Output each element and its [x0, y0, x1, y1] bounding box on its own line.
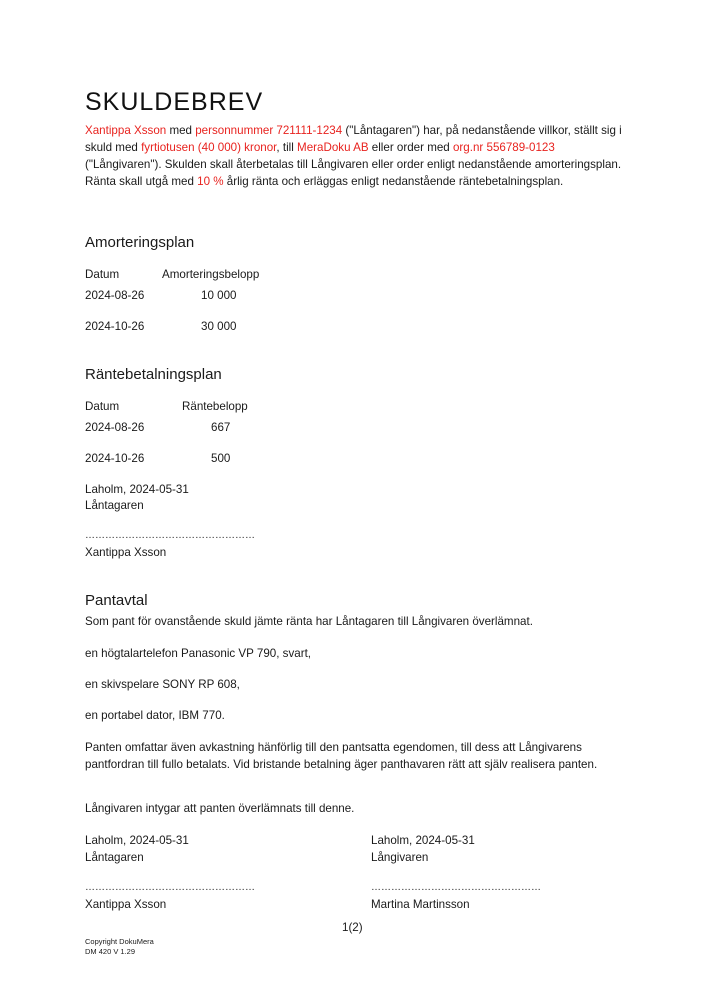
signature-left-line: …………………………………………… — [85, 882, 255, 893]
pledge-paragraph: Panten omfattar även avkastning hänförlig till den pantsatta egendomen, till dess att Långivarens pantfordran till fullo betalats. Vid bristande betalning äger panthavaren rätt att själv realisera panten. — [85, 741, 598, 771]
page-number: 1(2) — [342, 921, 363, 934]
footer — [85, 937, 154, 957]
amortization-col-date: Datum — [85, 268, 120, 281]
signature-right-line: …………………………………………… — [371, 882, 541, 893]
signature-left-name: Xantippa Xsson — [85, 898, 167, 911]
signature-line: …………………………………………… — [85, 530, 255, 541]
interest-col-amount: Räntebelopp — [182, 400, 248, 413]
signature-name: Xantippa Xsson — [85, 546, 167, 559]
amortization-heading: Amorteringsplan — [85, 234, 195, 251]
intro-text: , till — [276, 141, 298, 154]
pledge-item: en skivspelare SONY RP 608, — [85, 678, 240, 691]
amount-field: fyrtiotusen (40 000) kronor — [141, 141, 277, 154]
interest-col-date: Datum — [85, 400, 120, 413]
interest-row-amount: 667 — [211, 421, 231, 434]
interest-row-date: 2024-10-26 — [85, 452, 145, 465]
rate-field: 10 % — [197, 175, 224, 188]
interest-heading: Räntebetalningsplan — [85, 366, 222, 383]
pledge-item: en portabel dator, IBM 770. — [85, 709, 225, 722]
pledge-heading: Pantavtal — [85, 592, 148, 609]
signature-place-date: Laholm, 2024-05-31 — [85, 483, 189, 496]
lender-company-field: MeraDoku AB — [297, 141, 369, 154]
interest-row-amount: 500 — [211, 452, 231, 465]
intro-text: eller order med — [368, 141, 453, 154]
document-title: SKULDEBREV — [85, 88, 264, 116]
amortization-row-date: 2024-10-26 — [85, 320, 145, 333]
amortization-row-amount: 10 000 — [201, 289, 237, 302]
intro-text: med — [166, 124, 196, 137]
intro-text: årlig ränta och erläggas enligt nedanstående räntebetalningsplan. — [223, 175, 564, 188]
intro-paragraph — [85, 122, 625, 190]
signature-left-place-date: Laholm, 2024-05-31 — [85, 834, 189, 847]
signature-right-place-date: Laholm, 2024-05-31 — [371, 834, 475, 847]
intro-text: ("Långivaren"). Skulden skall återbetalas till Långivaren eller order enligt nedanstående amorteringsplan. Ränta skall utgå med — [85, 158, 622, 188]
signature-right-role: Långivaren — [371, 851, 429, 864]
amortization-row-date: 2024-08-26 — [85, 289, 145, 302]
footer-copyright: Copyright DokuMera — [85, 937, 154, 946]
interest-row-date: 2024-08-26 — [85, 421, 145, 434]
footer-version: DM 420 V 1.29 — [85, 947, 136, 956]
signature-right-name: Martina Martinsson — [371, 898, 470, 911]
pledge-intro: Som pant för ovanstående skuld jämte ränta har Låntagaren till Långivaren överlämnat. — [85, 615, 533, 628]
signature-role: Låntagaren — [85, 499, 144, 512]
signature-left-role: Låntagaren — [85, 851, 144, 864]
amortization-row-amount: 30 000 — [201, 320, 237, 333]
orgnr-field: org.nr 556789-0123 — [452, 141, 555, 154]
borrower-name-field: Xantippa Xsson — [85, 124, 167, 137]
amortization-col-amount: Amorteringsbelopp — [162, 268, 260, 281]
intro-text: ("Låntagaren") har, på nedanstående villkor, ställt sig i skuld med — [85, 124, 622, 154]
pledge-item: en högtalartelefon Panasonic VP 790, svart, — [85, 647, 312, 660]
personnummer-field: personnummer 721111-1234 — [195, 124, 343, 137]
pledge-confirmation: Långivaren intygar att panten överlämnats till denne. — [85, 802, 355, 815]
